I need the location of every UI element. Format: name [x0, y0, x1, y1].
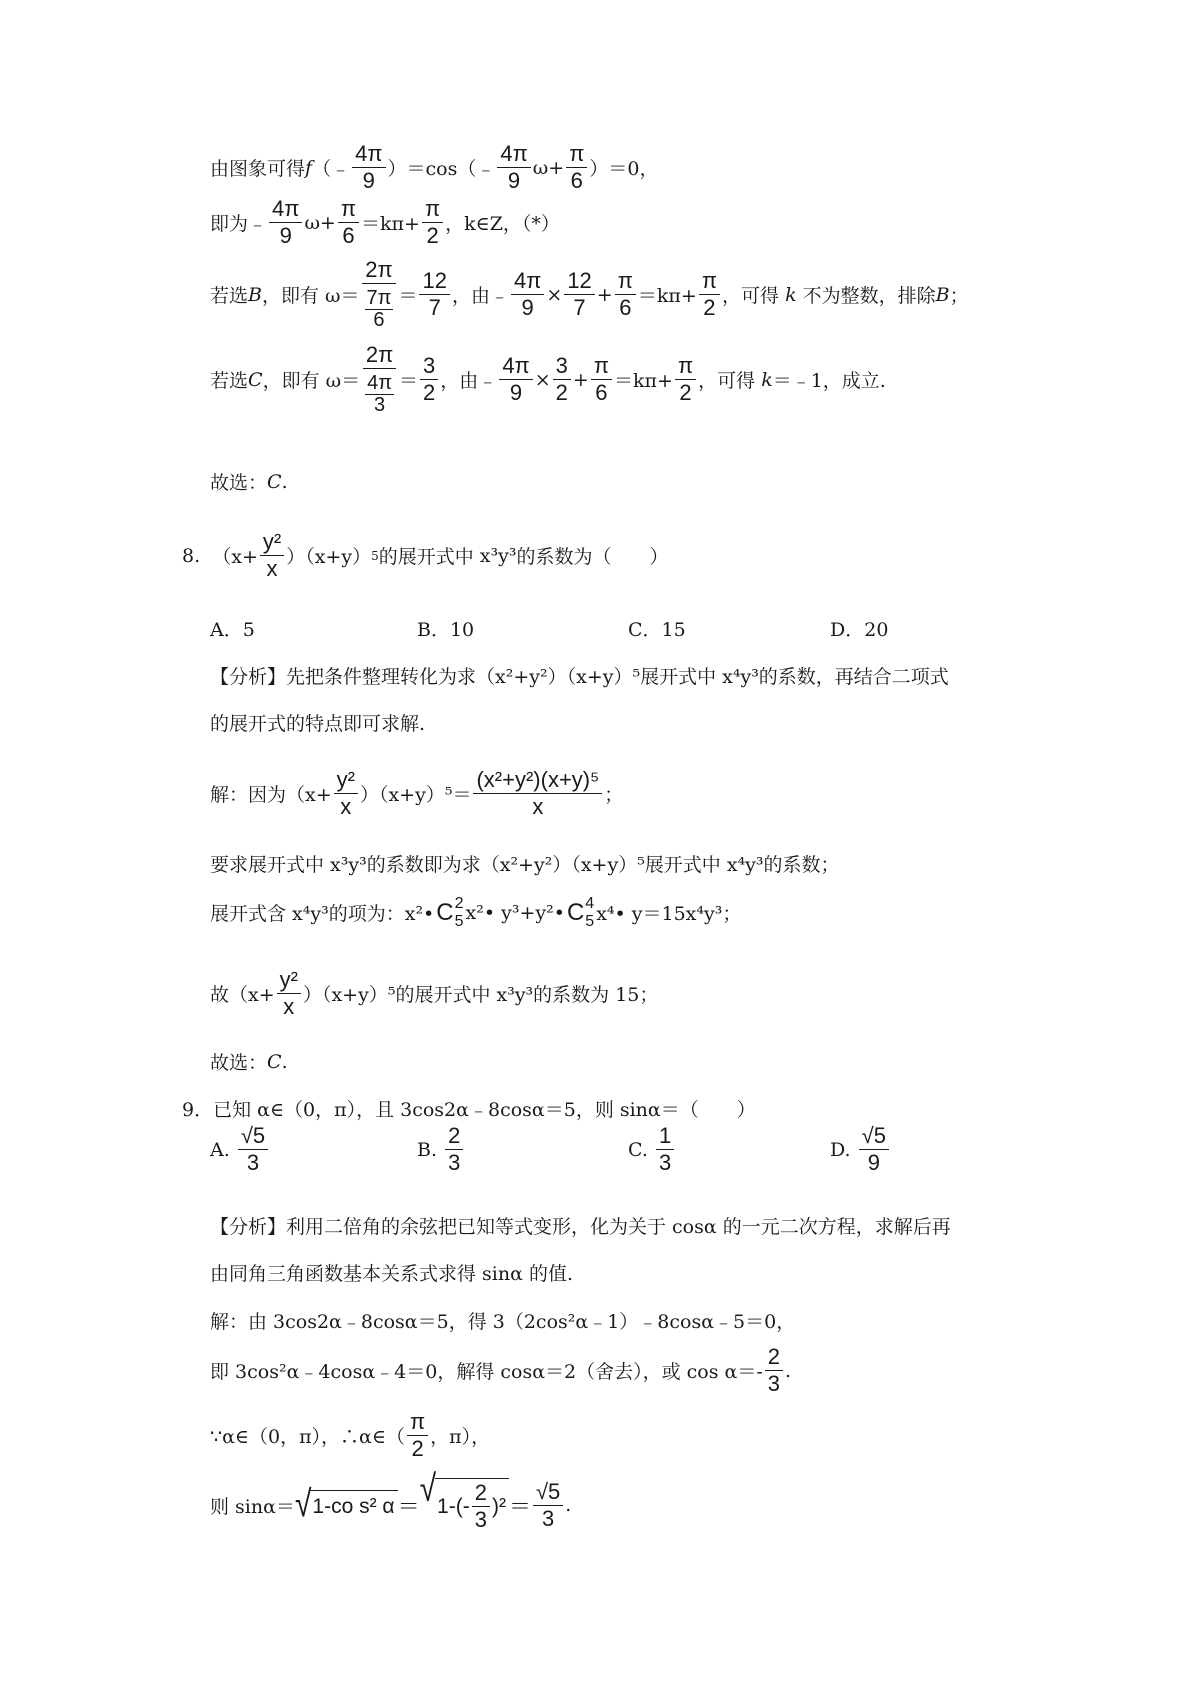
question-9-stem	[182, 1095, 756, 1122]
fraction: $\frac{12}{7}$	[419, 269, 449, 320]
text: 则 sinα＝	[210, 1495, 295, 1518]
fraction: $\frac{√5}{3}$	[533, 1480, 563, 1531]
text: .	[281, 1050, 288, 1073]
solution-line-3	[210, 258, 969, 331]
fraction: $\frac{√5}{3}$	[238, 1124, 268, 1175]
text: +	[596, 283, 613, 306]
text: D.	[830, 1138, 851, 1161]
text: C	[267, 470, 282, 493]
fraction: $\frac{\pi}{2}$	[407, 1410, 428, 1461]
text: 故（x+	[210, 984, 275, 1007]
text: 的展开式中	[378, 546, 474, 569]
text: C	[248, 368, 263, 391]
text: .	[785, 1359, 792, 1382]
fraction: $\frac{√5}{9}$	[859, 1124, 889, 1175]
text: 的系数为（ ）	[516, 546, 669, 569]
text: A．5	[210, 619, 255, 641]
text: ；	[949, 285, 969, 308]
text: A.	[210, 1138, 230, 1161]
text: （x+	[212, 546, 258, 569]
text: 解：因为（x+	[210, 784, 332, 807]
text: ）（x+y）⁵＝	[359, 784, 472, 807]
text: k	[785, 283, 797, 306]
text: f	[305, 156, 313, 179]
text: 由图象可得	[210, 158, 306, 181]
text: 若选	[210, 370, 249, 393]
text: ）＝0，	[589, 158, 659, 181]
square-root: √ 1-co s² α	[295, 1490, 398, 1520]
q8-option-c	[628, 615, 686, 642]
solution-conclusion-8	[210, 1048, 288, 1075]
text: ，由﹣	[451, 285, 509, 308]
text: ω+	[304, 211, 336, 234]
text: +	[572, 368, 589, 391]
fraction: $\frac{\pi}{2}$	[422, 197, 443, 248]
combination-symbol: C 4 5	[566, 895, 595, 930]
text: ＝	[397, 1493, 420, 1519]
text: （﹣	[312, 158, 351, 181]
analysis-8-line-1	[210, 662, 949, 689]
text: x⁴• y＝15x⁴y³；	[596, 903, 742, 926]
fraction: $\frac{2}{3}$	[445, 1124, 463, 1175]
text: ＝	[508, 1493, 531, 1519]
fraction: $\frac{\text{(x²+y²)(x+y)⁵}}{x}$	[473, 768, 602, 819]
solution-line-2	[210, 197, 560, 248]
solution-line-1	[210, 142, 658, 193]
question-8-stem: 8. （x+ $\frac{\text{y²}}{x}$ ）（x+y） 5 的展开式中 x³y³ 的系数为（ ）	[182, 529, 669, 582]
combination-symbol: C 2 5	[436, 895, 464, 930]
nested-fraction: $\frac{2\pi}{\frac{7\pi}{6}}$	[362, 258, 397, 331]
text: B	[248, 283, 262, 306]
fraction: $\frac{\pi}{6}$	[615, 269, 636, 320]
text: ，可得	[722, 285, 780, 308]
text: ，π），	[430, 1426, 491, 1449]
fraction: $\frac{4\pi}{9}$	[497, 142, 530, 193]
fraction: $\frac{1}{3}$	[656, 1124, 674, 1175]
text: 即为﹣	[210, 213, 268, 236]
text: ，即有 ω＝	[262, 370, 361, 393]
text: D．20	[830, 619, 889, 641]
text: 解：由 3cos2α﹣8cosα＝5，得 3（2cos²α﹣1）﹣8cosα﹣5＝0，	[210, 1311, 796, 1333]
solution-8-line-1	[210, 768, 623, 819]
text: ∵α∈（0，π），∴α∈（	[210, 1426, 405, 1449]
fraction: $\frac{\pi}{2}$	[675, 354, 696, 405]
q9-option-a	[210, 1124, 270, 1175]
text: ＝kπ+	[361, 213, 420, 236]
text: B．10	[417, 619, 475, 641]
solution-9-line-4	[210, 1468, 572, 1533]
text: ＝	[398, 285, 418, 308]
square-root: √ 1-(- $\frac{2}{3}$ )²	[420, 1478, 509, 1532]
nested-fraction: $\frac{2\pi}{\frac{4\pi}{3}}$	[362, 343, 397, 416]
text: B	[935, 283, 950, 306]
text: B.	[417, 1138, 438, 1161]
analysis-9-line-1	[210, 1212, 951, 1239]
text: 展开式含 x⁴y³的项为：x²•	[210, 903, 435, 926]
fraction: $\frac{2}{3}$	[765, 1345, 783, 1396]
text: C．15	[628, 619, 686, 641]
text: ＝kπ+	[637, 285, 697, 308]
fraction: $\frac{4\pi}{9}$	[511, 269, 544, 320]
text: ）＝cos（﹣	[387, 158, 496, 181]
text: ω+	[532, 156, 565, 179]
fraction: $\frac{3}{2}$	[553, 354, 571, 405]
text: 不为整数，排除	[802, 285, 936, 308]
text: 故选：	[210, 472, 268, 494]
text: ）（x+y）	[286, 546, 372, 569]
fraction: $\frac{\text{y²}}{x}$	[334, 768, 358, 819]
fraction: $\frac{\pi}{2}$	[699, 269, 720, 320]
fraction: $\frac{\text{y²}}{x}$	[277, 968, 301, 1019]
text: ）（x+y）⁵的展开式中 x³y³的系数为 15；	[302, 984, 659, 1007]
solution-9-line-3	[210, 1410, 490, 1461]
question-number: 8.	[182, 544, 201, 567]
text: ＝﹣1，成立.	[772, 370, 886, 393]
text: ，由﹣	[440, 370, 498, 393]
text: ×	[546, 283, 563, 306]
fraction: $\frac{12}{7}$	[564, 269, 594, 320]
solution-8-line-2	[210, 850, 840, 877]
solution-line-4	[210, 343, 886, 416]
fraction: $\frac{\pi}{6}$	[591, 354, 612, 405]
solution-8-line-3	[210, 895, 741, 930]
text: ，即有 ω＝	[261, 285, 360, 308]
text: x³y³	[479, 544, 517, 567]
text: 即 3cos²α﹣4cosα﹣4＝0，解得 cosα＝2（舍去），或 cos α＝-	[210, 1361, 763, 1384]
solution-9-line-2	[210, 1345, 791, 1396]
text: C	[267, 1050, 282, 1073]
text: ＝kπ+	[614, 370, 673, 393]
text: 若选	[210, 285, 249, 308]
q8-option-d	[830, 615, 888, 642]
text: 故选：	[210, 1052, 268, 1074]
analysis-8-line-2	[210, 709, 425, 736]
text: 9．已知 α∈（0，π），且 3cos2α﹣8cosα＝5，则 sinα＝（ ）	[182, 1099, 756, 1121]
q9-option-b	[417, 1124, 465, 1175]
text: ，k∈Z，（*）	[445, 213, 560, 236]
text: 【分析】利用二倍角的余弦把已知等式变形，化为关于 cosα 的一元二次方程，求解后再	[210, 1216, 951, 1238]
text: C.	[628, 1138, 648, 1161]
text: 【分析】先把条件整理转化为求（x²+y²）（x+y）⁵展开式中 x⁴y³的系数，再结合二项式	[210, 666, 949, 688]
text: 由同角三角函数基本关系式求得 sinα 的值.	[210, 1263, 574, 1285]
text: ；	[604, 784, 624, 807]
text: ×	[534, 368, 551, 391]
fraction: $\frac{3}{2}$	[420, 354, 438, 405]
fraction: $\frac{\pi}{6}$	[338, 197, 359, 248]
text: .	[281, 470, 288, 493]
text: x²• y³+y²•	[465, 901, 565, 924]
text: ＝	[399, 370, 419, 393]
fraction: $\frac{4\pi}{9}$	[352, 142, 385, 193]
text: .	[565, 1494, 572, 1517]
solution-8-line-4	[210, 968, 658, 1019]
fraction: $\frac{\text{y²}}{x}$	[260, 530, 284, 581]
fraction: $\frac{\pi}{6}$	[566, 142, 587, 193]
solution-9-line-1	[210, 1307, 795, 1334]
text: 的展开式的特点即可求解.	[210, 713, 426, 735]
solution-conclusion-7	[210, 468, 288, 495]
q8-option-a	[210, 615, 255, 642]
fraction: $\frac{4\pi}{9}$	[269, 197, 302, 248]
q8-option-b	[417, 615, 474, 642]
fraction: $\frac{4\pi}{9}$	[499, 354, 532, 405]
text: ，可得	[698, 370, 756, 393]
text: 要求展开式中 x³y³的系数即为求（x²+y²）（x+y）⁵展开式中 x⁴y³的系数；	[210, 854, 840, 876]
q9-option-d	[830, 1124, 891, 1175]
q9-option-c	[628, 1124, 676, 1175]
analysis-9-line-2	[210, 1259, 573, 1286]
text: k	[761, 368, 773, 391]
